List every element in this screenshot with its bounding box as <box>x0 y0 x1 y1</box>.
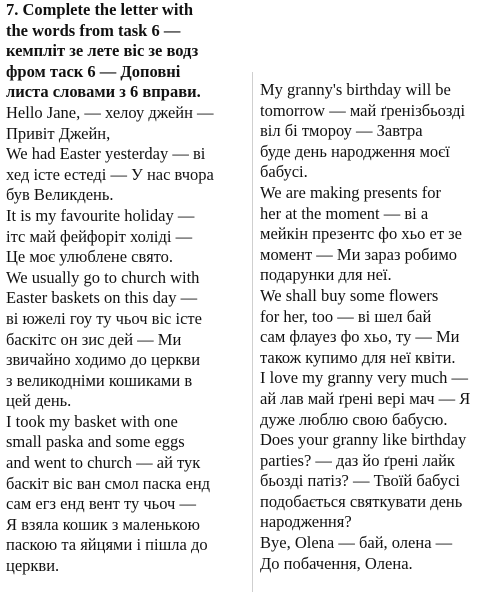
right-column <box>260 80 496 574</box>
letter-line: з великодніми кошиками в <box>6 370 193 390</box>
letter-line: Does your granny like birthday <box>260 430 467 450</box>
letter-line: До побачення, Олена. <box>260 553 413 573</box>
task-heading <box>6 0 250 103</box>
letter-line: подобається святкувати день <box>260 491 463 511</box>
letter-line: буде день народження моєї <box>260 141 450 161</box>
letter-line: бьозді патіз? — Твоїй бабусі <box>260 471 460 491</box>
letter-line: бабусі. <box>260 162 308 182</box>
letter-line: звичайно ходимо до церкви <box>6 350 201 370</box>
letter-line: дуже люблю свою бабусю. <box>260 409 448 429</box>
letter-line: I took my basket with one <box>6 411 178 431</box>
letter-line: паскою та яйцями і пішла до <box>6 535 208 555</box>
task-heading-line: the words from task 6 — <box>6 20 181 40</box>
task-heading-line: кемпліт зе лете віс зе водз <box>6 41 199 61</box>
letter-line: Bye, Olena — бай, олена — <box>260 533 453 553</box>
letter-text-left <box>6 103 250 577</box>
letter-line: small paska and some eggs <box>6 432 185 452</box>
letter-line: церкви. <box>6 556 60 576</box>
letter-line: також купимо для неї квіти. <box>260 347 456 367</box>
letter-line: Це моє улюблене свято. <box>6 247 174 267</box>
task-heading-line: листа словами з 6 вправи. <box>6 82 201 102</box>
letter-line: народження? <box>260 512 352 532</box>
letter-line: My granny's birthday will be <box>260 80 451 99</box>
letter-line: Easter baskets on this day — <box>6 288 198 308</box>
letter-line: for her, too — ві шел бай <box>260 306 432 326</box>
letter-line: баскіт віс ван смол паска енд <box>6 473 211 493</box>
letter-line: Я взяла кошик з маленькою <box>6 514 200 534</box>
letter-line: момент — Ми зараз робимо <box>260 244 458 264</box>
letter-line: Hello Jane, — хелоу джейн — <box>6 102 214 122</box>
letter-line: подарунки для неї. <box>260 265 392 285</box>
letter-line: ай лав май ґрені вері мач — Я <box>260 388 471 408</box>
letter-line: цей день. <box>6 391 72 411</box>
letter-line: We usually go to church with <box>6 267 200 287</box>
letter-line: ві южелі гоу ту чьоч віс істе <box>6 308 202 328</box>
letter-line: We shall buy some flowers <box>260 285 439 305</box>
task-heading-line: фром таск 6 — Доповні <box>6 61 181 81</box>
letter-line: It is my favourite holiday — <box>6 205 195 225</box>
letter-line: мейкін презентс фо хьо ет зе <box>260 224 463 244</box>
left-column <box>6 0 250 577</box>
letter-line: сам флауез фо хьо, ту — Ми <box>260 327 460 347</box>
letter-line: tomorrow — май ґренізбьозді <box>260 100 466 120</box>
letter-line: хед істе естеді — У нас вчора <box>6 164 214 184</box>
letter-line: We are making presents for <box>260 182 442 202</box>
letter-line: віл бі тмороу — Завтра <box>260 121 423 141</box>
letter-line: сам егз енд вент ту чьоч — <box>6 494 196 514</box>
letter-line: баскітс он зис дей — Ми <box>6 329 182 349</box>
column-divider <box>252 72 253 592</box>
letter-line: був Великдень. <box>6 185 114 205</box>
letter-line: Привіт Джейн, <box>6 123 111 143</box>
letter-line: I love my granny very much — <box>260 368 469 388</box>
letter-line: ітс май фейфоріт холіді — <box>6 226 193 246</box>
letter-line: her at the moment — ві а <box>260 203 429 223</box>
letter-line: and went to church — ай тук <box>6 453 201 473</box>
task-heading-line: 7. Complete the letter with <box>6 0 194 19</box>
letter-line: We had Easter yesterday — ві <box>6 144 206 164</box>
letter-line: parties? — даз йо ґрені лайк <box>260 450 455 470</box>
